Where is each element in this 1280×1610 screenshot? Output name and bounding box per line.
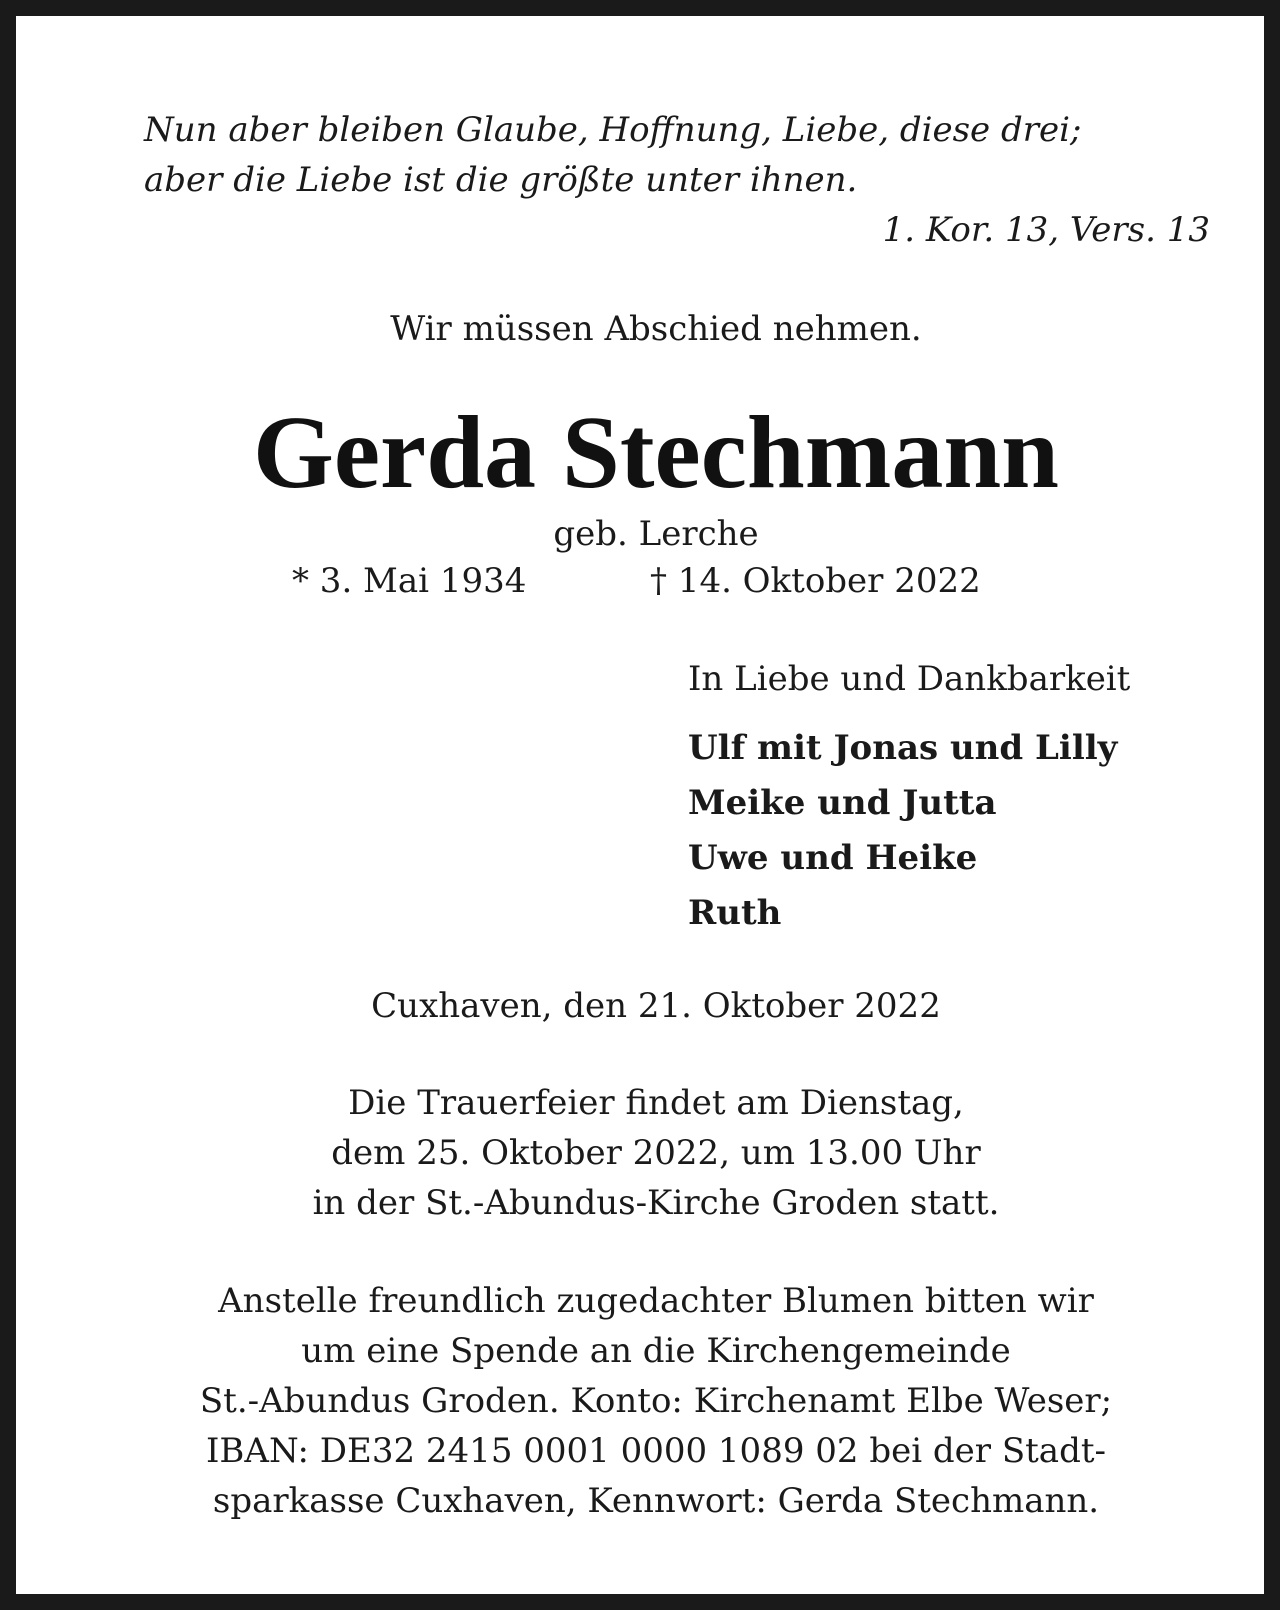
deceased-name: Gerda Stechmann — [253, 395, 1059, 510]
verse-line: Nun aber bleiben Glaube, Hoffnung, Liebe, diese drei; — [144, 110, 1082, 150]
donation-info — [16, 1276, 1280, 1526]
service-line: in der St.-Abundus-Kirche Groden statt. — [312, 1183, 1000, 1223]
birth-name: geb. Lerche — [553, 514, 759, 554]
verse-line: aber die Liebe ist die größte unter ihnen. — [144, 160, 858, 200]
service-info — [16, 1078, 1280, 1228]
place-date: Cuxhaven, den 21. Oktober 2022 — [371, 986, 941, 1026]
mourners-intro: In Liebe und Dankbarkeit — [688, 659, 1131, 699]
death-date: † 14. Oktober 2022 — [650, 561, 981, 601]
farewell-text: Wir müssen Abschied nehmen. — [390, 309, 922, 349]
service-line: dem 25. Oktober 2022, um 13.00 Uhr — [331, 1133, 981, 1173]
mourner-name: Meike und Jutta — [688, 783, 997, 823]
service-line: Die Trauerfeier findet am Dienstag, — [348, 1083, 964, 1123]
verse-reference: 1. Kor. 13, Vers. 13 — [882, 210, 1210, 250]
birth-date: * 3. Mai 1934 — [292, 561, 527, 601]
bible-verse — [144, 105, 1210, 255]
donation-line: St.-Abundus Groden. Konto: Kirchenamt Elbe Weser; — [199, 1381, 1113, 1421]
mourners-list — [688, 721, 1117, 941]
donation-line: um eine Spende an die Kirchengemeinde — [301, 1331, 1011, 1371]
donation-line: Anstelle freundlich zugedachter Blumen bitten wir — [218, 1281, 1094, 1321]
mourner-name: Ruth — [688, 893, 782, 933]
donation-line: sparkasse Cuxhaven, Kennwort: Gerda Stechmann. — [212, 1481, 1100, 1521]
mourner-name: Ulf mit Jonas und Lilly — [688, 728, 1118, 768]
donation-line: IBAN: DE32 2415 0001 0000 1089 02 bei der Stadt- — [206, 1431, 1106, 1471]
mourner-name: Uwe und Heike — [688, 838, 978, 878]
